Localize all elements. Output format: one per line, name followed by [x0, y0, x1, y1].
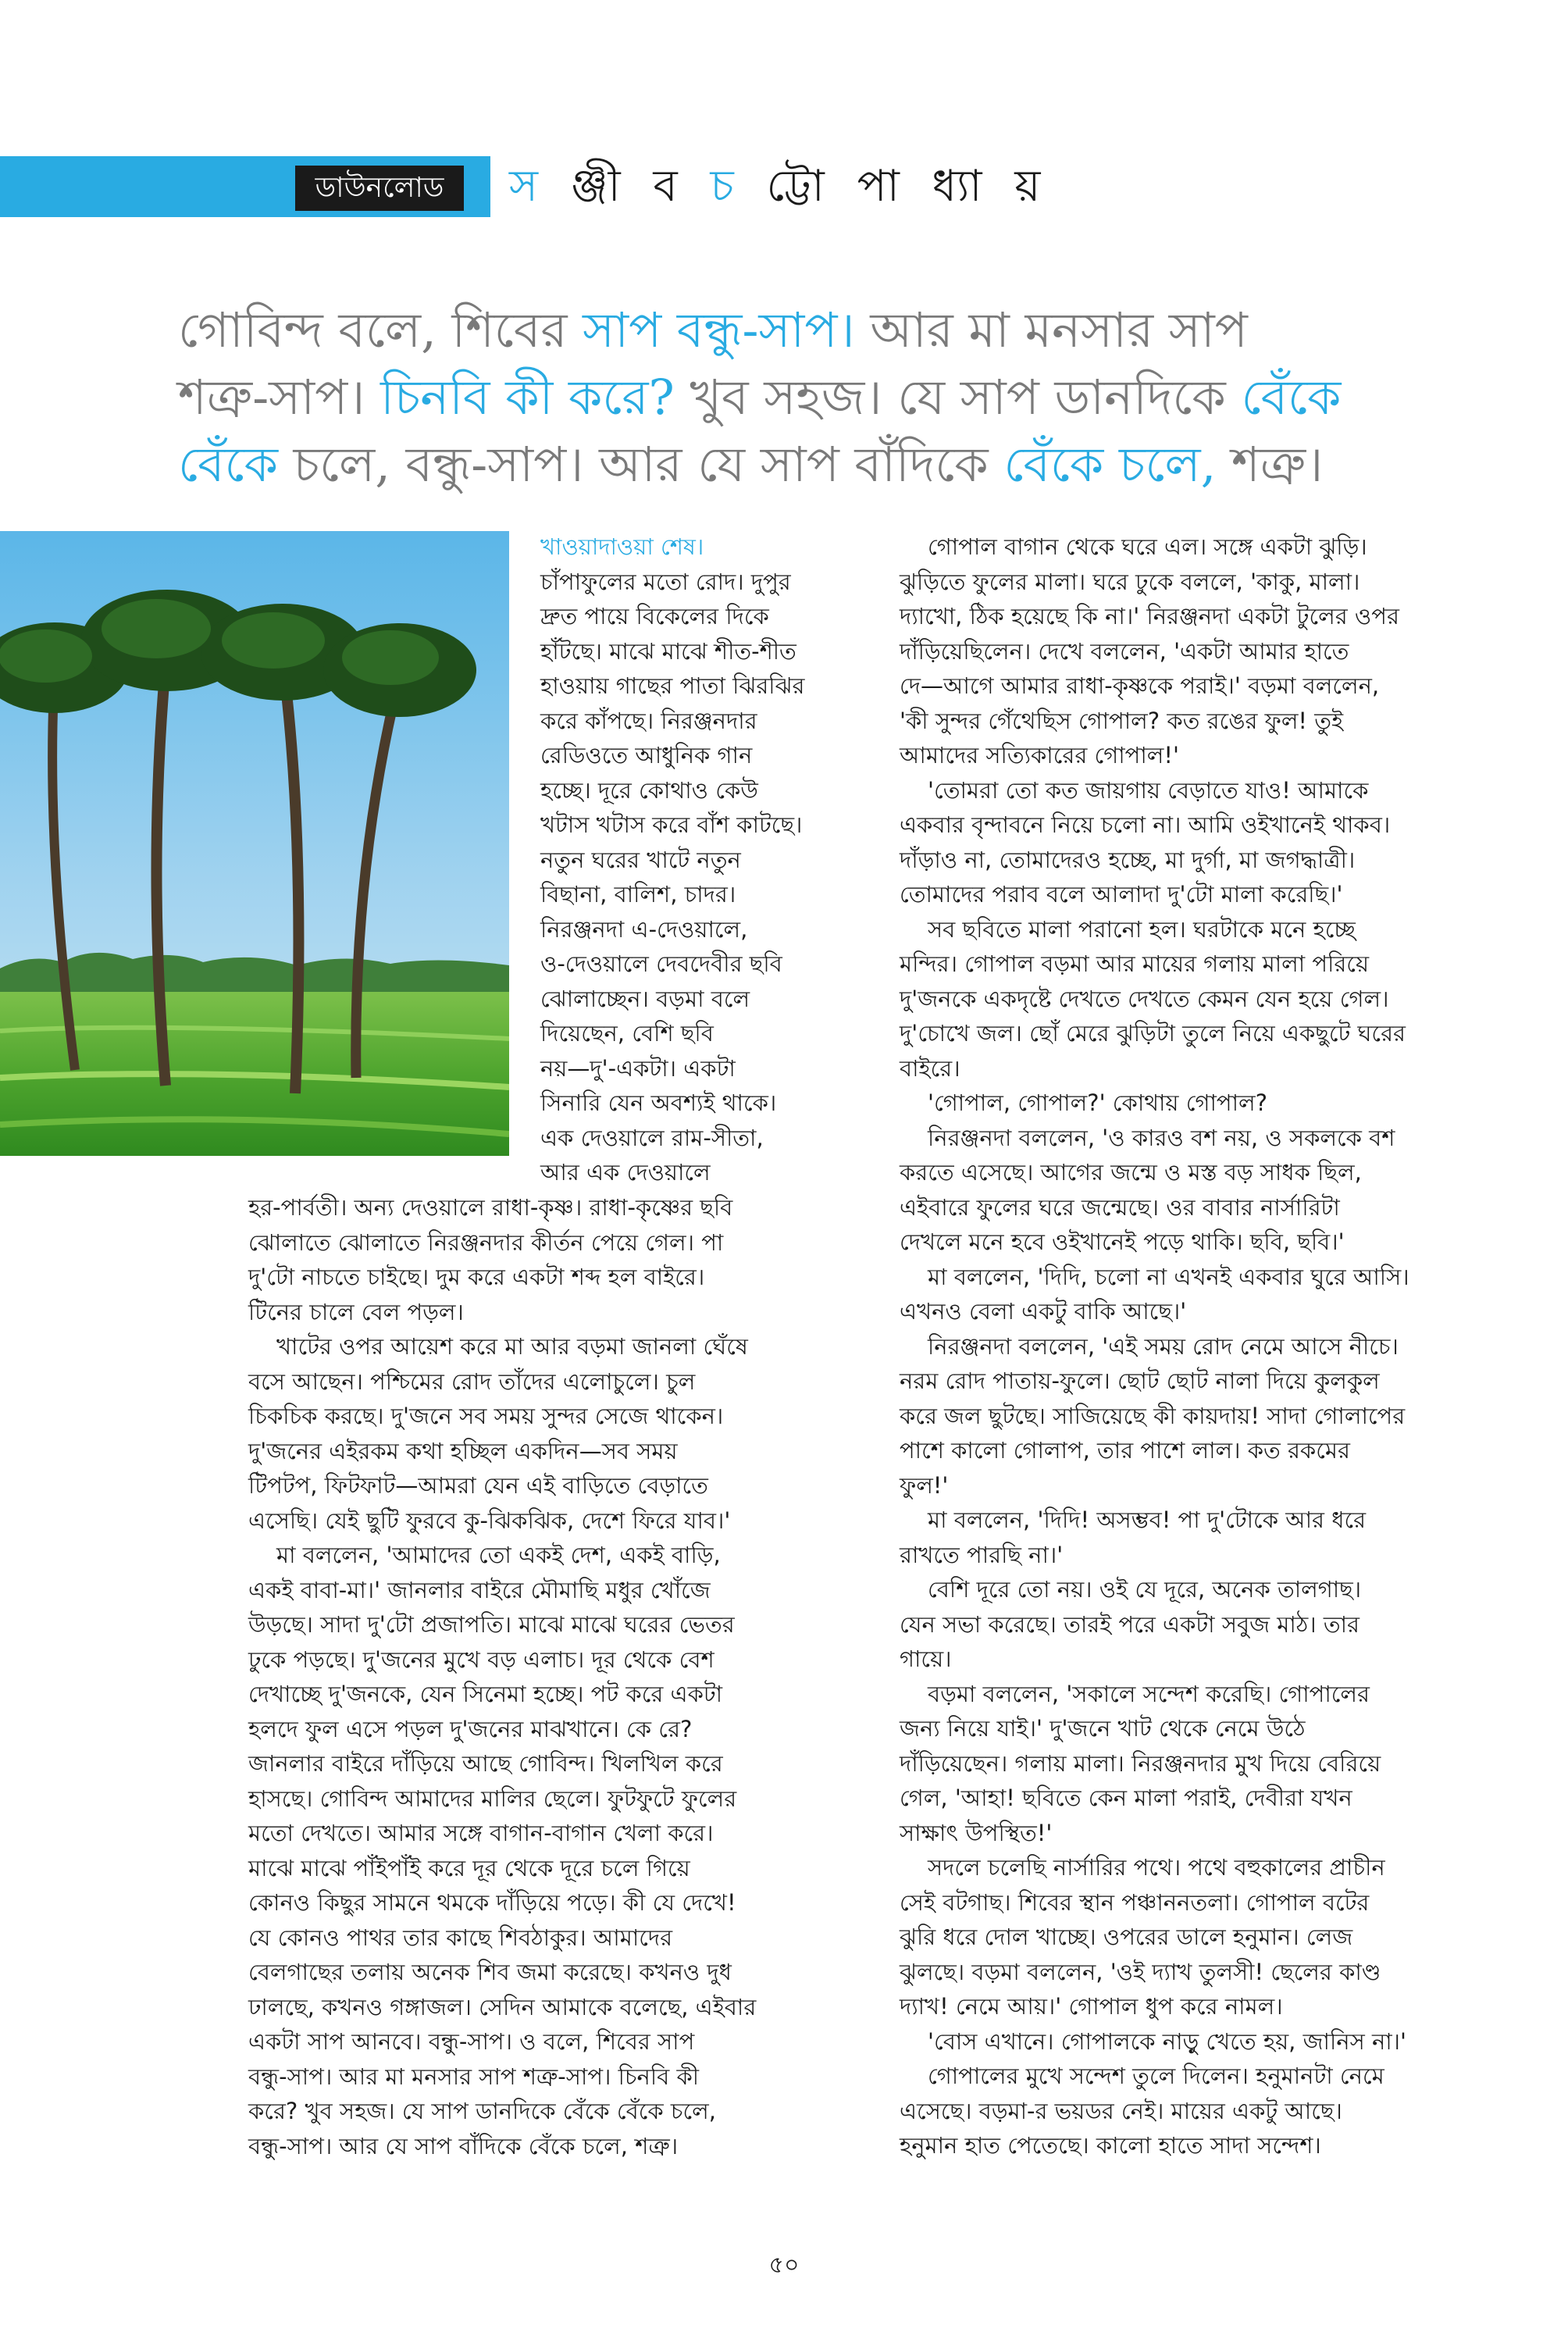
text-line: বাইরে। — [900, 1054, 960, 1082]
pull-quote-highlight: সাপ বন্ধু-সাপ। — [583, 301, 855, 358]
text-line: দেখলে মনে হবে ওইখানেই পড়ে থাকি। ছবি, ছবি।' — [900, 1228, 1345, 1255]
text-line: দাঁড়িয়েছিলেন। দেখে বললেন, 'একটা আমার হাতে — [900, 637, 1349, 665]
text-line: খাটের ওপর আয়েশ করে মা আর বড়মা জানলা ঘেঁষে — [276, 1333, 748, 1360]
text-line: দু'টো নাচতে চাইছে। দুম করে একটা শব্দ হল বাইরে। — [248, 1264, 705, 1290]
text-line: আমাদের সত্যিকারের গোপাল!' — [900, 742, 1179, 768]
text-line: বড়মা বললেন, 'সকালে সন্দেশ করেছি। গোপালের — [928, 1680, 1370, 1707]
body-column-left-bottom — [248, 1190, 868, 2163]
text-line: হনুমান হাত পেতেছে। কালো হাতে সাদা সন্দেশ। — [900, 2132, 1321, 2159]
text-line: দু'জনকে একদৃষ্টে দেখতে দেখতে কেমন যেন হয়ে গেল। — [900, 985, 1389, 1012]
text-line: দ্যাখো, ঠিক হয়েছে কি না।' নিরঞ্জনদা একটা টুলের ওপর — [900, 603, 1399, 629]
text-line: 'কী সুন্দর গেঁথেছিস গোপাল? কত রঙের ফুল! তুই — [900, 707, 1344, 734]
text-line: জন্য নিয়ে যাই।' দু'জনে খাট থেকে নেমে উঠে — [900, 1715, 1306, 1742]
text-line: ঝুলছে। বড়মা বললেন, 'ওই দ্যাখ তুলসী! ছেলের কাণ্ড — [900, 1958, 1381, 1985]
text-line: দাঁড়াও না, তোমাদেরও হচ্ছে, মা দুর্গা, মা জগদ্ধাত্রী। — [900, 846, 1356, 873]
text-line: ঝোলাচ্ছেন। বড়মা বলে — [540, 985, 750, 1012]
text-line: হাসছে। গোবিন্দ আমাদের মালির ছেলে। ফুটফুটে ফুলের — [248, 1785, 737, 1812]
text-line: হচ্ছে। দূরে কোথাও কেউ — [540, 776, 758, 804]
text-line: রাখতে পারছি না।' — [900, 1541, 1064, 1568]
author-name-part-1: ঞ্জী ব — [570, 161, 687, 212]
text-line: 'বোস এখানে। গোপালকে নাড়ু খেতে হয়, জানিস না।' — [928, 2027, 1407, 2055]
text-line: ঢালছে, কখনও গঙ্গাজল। সেদিন আমাকে বলেছে, এইবার — [248, 1993, 757, 2020]
text-line: জানলার বাইরে দাঁড়িয়ে আছে গোবিন্দ। খিলখিল করে — [248, 1750, 723, 1777]
text-line: মা বললেন, 'দিদি! অসম্ভব! পা দু'টোকে আর ধরে — [928, 1507, 1367, 1533]
section-tag: ডাউনলোড — [295, 166, 464, 211]
text-line: দু'জনের এইরকম কথা হচ্ছিল একদিন—সব সময় — [248, 1437, 678, 1464]
text-line: বন্ধু-সাপ। আর যে সাপ বাঁদিকে বেঁকে চলে, শত্রু। — [248, 2132, 679, 2159]
text-line: ঢুকে পড়ছে। দু'জনের মুখে বড় এলাচ। দূর থেকে বেশ — [248, 1646, 715, 1673]
pull-quote-text: শত্রু। — [1216, 436, 1324, 493]
text-line: তোমাদের পরাব বলে আলাদা দু'টো মালা করেছি।' — [900, 881, 1343, 908]
lead-in-text: খাওয়াদাওয়া শেষ। — [540, 533, 704, 560]
text-line: হর-পার্বতী। অন্য দেওয়ালে রাধা-কৃষ্ণ। রাধা-কৃষ্ণের ছবি — [248, 1194, 733, 1221]
text-line: গোপালের মুখে সন্দেশ তুলে দিলেন। হনুমানটা নেমে — [928, 2063, 1384, 2089]
text-line: রেডিওতে আধুনিক গান — [540, 742, 753, 768]
palm-trees-photo — [0, 531, 509, 1156]
text-line: দু'চোখে জল। ছোঁ মেরে ঝুড়িটা তুলে নিয়ে একছুটে ঘরের — [900, 1020, 1406, 1047]
text-line: সাক্ষাৎ উপস্থিত!' — [900, 1819, 1053, 1846]
text-line: নতুন ঘরের খাটে নতুন — [540, 846, 741, 873]
pull-quote-line-1 — [178, 297, 1396, 364]
author-name-part-2: ট্টো পা ধ্যা য় — [766, 161, 1050, 212]
text-line: কোনও কিছুর সামনে থমকে দাঁড়িয়ে পড়ে। কী যে দেখে! — [248, 1889, 736, 1916]
text-line: যে কোনও পাথর তার কাছে শিবঠাকুর। আমাদের — [248, 1924, 673, 1951]
pull-quote-highlight: বেঁকে চলে, — [1003, 436, 1217, 493]
text-line: টিপটপ, ফিটফাট—আমরা যেন এই বাড়িতে বেড়াতে — [248, 1472, 708, 1499]
text-line: মা বললেন, 'দিদি, চলো না এখনই একবার ঘুরে আসি। — [928, 1263, 1409, 1290]
text-line: সিনারি যেন অবশ্যই থাকে। — [540, 1089, 777, 1116]
body-column-right — [900, 530, 1446, 2163]
text-line: মন্দির। গোপাল বড়মা আর মায়ের গলায় মালা পরিয়ে — [900, 950, 1370, 977]
pull-quote-highlight: চিনবি কী করে? — [380, 369, 675, 426]
text-line: হাঁটছে। মাঝে মাঝে শীত-শীত — [540, 637, 796, 665]
text-line: নয়—দু'-একটা। একটা — [540, 1054, 736, 1082]
text-line: গায়ে। — [900, 1646, 952, 1672]
text-line: বেলগাছের তলায় অনেক শিব জমা করেছে। কখনও দুধ — [248, 1959, 732, 1985]
text-line: বেশি দূরে তো নয়। ওই যে দূরে, অনেক তালগাছ। — [928, 1576, 1362, 1603]
text-line: করতে এসেছে। আগের জন্মে ও মস্ত বড় সাধক ছিল, — [900, 1159, 1362, 1186]
text-line: খটাস খটাস করে বাঁশ কাটছে। — [540, 811, 803, 838]
text-line: একই বাবা-মা।' জানলার বাইরে মৌমাছি মধুর খোঁজে — [248, 1576, 711, 1603]
text-line: ঝুরি ধরে দোল খাচ্ছে। ওপরের ডালে হনুমান। লেজ — [900, 1924, 1353, 1950]
text-line: একটা সাপ আনবে। বন্ধু-সাপ। ও বলে, শিবের সাপ — [248, 2028, 695, 2055]
pull-quote — [178, 297, 1396, 498]
text-line: নিরঞ্জনদা এ-দেওয়ালে, — [540, 915, 748, 943]
text-line: বিছানা, বালিশ, চাদর। — [540, 881, 736, 908]
text-line: নিরঞ্জনদা বললেন, 'এই সময় রোদ নেমে আসে নীচে। — [928, 1332, 1399, 1360]
text-line: নিরঞ্জনদা বললেন, 'ও কারও বশ নয়, ও সকলকে বশ — [928, 1124, 1395, 1151]
text-line: দে—আগে আমার রাধা-কৃষ্ণকে পরাই।' বড়মা বললেন, — [900, 672, 1380, 699]
text-line: 'তোমরা তো কত জায়গায় বেড়াতে যাও! আমাকে — [928, 776, 1369, 804]
pull-quote-text: চলে, বন্ধু-সাপ। আর যে সাপ বাঁদিকে — [277, 436, 1004, 493]
body-column-left-top — [540, 530, 868, 1190]
text-line: এসেছে। বড়মা-র ভয়ডর নেই। মায়ের একটু আছে। — [900, 2097, 1342, 2124]
text-line: টিনের চালে বেল পড়ল। — [248, 1298, 464, 1325]
text-line: উড়ছে। সাদা দু'টো প্রজাপতি। মাঝে মাঝে ঘরের ভেতর — [248, 1611, 735, 1638]
text-line: সব ছবিতে মালা পরানো হল। ঘরটাকে মনে হচ্ছে — [928, 915, 1356, 943]
text-line: যেন সভা করেছে। তারই পরে একটা সবুজ মাঠ। তার — [900, 1610, 1360, 1638]
text-line: গেল, 'আহা! ছবিতে কেন মালা পরাই, দেবীরা যখন — [900, 1785, 1352, 1811]
pull-quote-text: শত্রু-সাপ। — [178, 369, 381, 426]
text-line: বন্ধু-সাপ। আর মা মনসার সাপ শত্রু-সাপ। চিনবি কী — [248, 2063, 700, 2090]
author-initial-first: স — [509, 161, 547, 212]
text-line: করে? খুব সহজ। যে সাপ ডানদিকে বেঁকে বেঁকে চলে, — [248, 2098, 717, 2124]
text-line: হাওয়ায় গাছের পাতা ঝিরঝির — [540, 672, 805, 699]
text-line: গোপাল বাগান থেকে ঘরে এল। সঙ্গে একটা ঝুড়ি। — [928, 533, 1367, 560]
author-name — [509, 156, 1049, 217]
page-number: ৫০ — [768, 2252, 800, 2279]
author-initial-second: চ — [710, 161, 743, 212]
pull-quote-text: খুব সহজ। যে সাপ ডানদিকে — [674, 369, 1242, 426]
pull-quote-text: আর মা মনসার সাপ — [854, 301, 1248, 358]
pull-quote-line-3 — [178, 431, 1396, 498]
text-line: করে জল ছুটছে। সাজিয়েছে কী কায়দায়! সাদা গোলাপের — [900, 1402, 1406, 1429]
text-line: ও-দেওয়ালে দেবদেবীর ছবি — [540, 950, 782, 977]
text-line: আর এক দেওয়ালে — [540, 1159, 711, 1186]
pull-quote-highlight: বেঁকে — [1241, 369, 1342, 426]
text-line: দেখাচ্ছে দু'জনকে, যেন সিনেমা হচ্ছে। পট করে একটা — [248, 1681, 723, 1707]
text-line: দ্রুত পায়ে বিকেলের দিকে — [540, 603, 769, 629]
text-line: এসেছি। যেই ছুটি ফুরবে কু-ঝিকঝিক, দেশে ফিরে যাব।' — [248, 1507, 731, 1534]
text-line: মতো দেখতে। আমার সঙ্গে বাগান-বাগান খেলা করে। — [248, 1820, 714, 1846]
text-line: এইবারে ফুলের ঘরে জন্মেছে। ওর বাবার নার্সারিটা — [900, 1193, 1340, 1221]
text-line: নরম রোদ পাতায়-ফুলে। ছোট ছোট নালা দিয়ে কুলকুল — [900, 1368, 1380, 1394]
text-line: দ্যাখ! নেমে আয়।' গোপাল ধুপ করে নামল। — [900, 1993, 1283, 2020]
text-line: চাঁপাফুলের মতো রোদ। দুপুর — [540, 568, 791, 595]
text-line: হলদে ফুল এসে পড়ল দু'জনের মাঝখানে। কে রে? — [248, 1715, 693, 1742]
text-line: 'গোপাল, গোপাল?' কোথায় গোপাল? — [928, 1089, 1267, 1116]
text-line: সদলে চলেছি নার্সারির পথে। পথে বহুকালের প্রাচীন — [928, 1854, 1385, 1881]
text-line: চিকচিক করছে। দু'জনে সব সময় সুন্দর সেজে থাকেন। — [248, 1403, 724, 1429]
text-line: এক দেওয়ালে রাম-সীতা, — [540, 1124, 764, 1151]
pull-quote-highlight: বেঁকে — [178, 436, 278, 493]
text-line: ঝোলাতে ঝোলাতে নিরঞ্জনদার কীর্তন পেয়ে গেল। পা — [248, 1228, 724, 1256]
text-line: দিয়েছেন, বেশি ছবি — [540, 1020, 714, 1047]
text-line: মাঝে মাঝে পাঁইপাঁই করে দূর থেকে দূরে চলে গিয়ে — [248, 1854, 690, 1881]
pull-quote-text: গোবিন্দ বলে, শিবের — [178, 301, 583, 358]
text-line: ঝুড়িতে ফুলের মালা। ঘরে ঢুকে বললে, 'কাকু, মালা। — [900, 568, 1360, 595]
text-line: এখনও বেলা একটু বাকি আছে।' — [900, 1298, 1187, 1325]
text-line: ফুল!' — [900, 1471, 949, 1499]
text-line: বসে আছেন। পশ্চিমের রোদ তাঁদের এলোচুলে। চুল — [248, 1368, 696, 1395]
text-line: একবার বৃন্দাবনে নিয়ে চলো না। আমি ওইখানেই থাকব। — [900, 811, 1391, 838]
text-line: মা বললেন, 'আমাদের তো একই দেশ, একই বাড়ি, — [276, 1542, 721, 1568]
text-line: করে কাঁপছে। নিরঞ্জনদার — [540, 707, 757, 734]
text-line: দাঁড়িয়েছেন। গলায় মালা। নিরঞ্জনদার মুখ দিয়ে বেরিয়ে — [900, 1749, 1381, 1777]
text-line: পাশে কালো গোলাপ, তার পাশে লাল। কত রকমের — [900, 1437, 1350, 1464]
text-line: সেই বটগাছ। শিবের স্থান পঞ্চাননতলা। গোপাল বটের — [900, 1888, 1370, 1916]
pull-quote-line-2 — [178, 364, 1396, 431]
